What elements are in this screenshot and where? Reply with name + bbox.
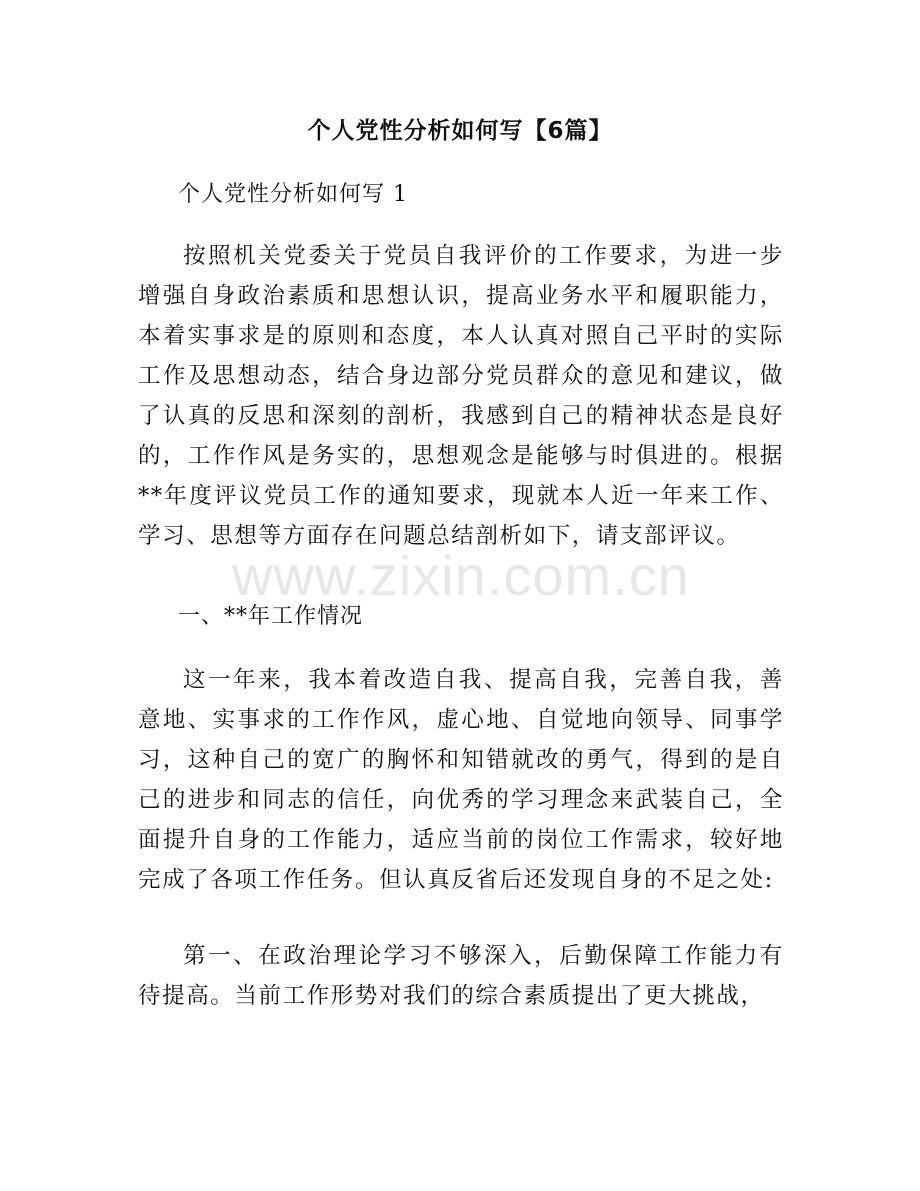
paragraph-1: 按照机关党委关于党员自我评价的工作要求，为进一步增强自身政治素质和思想认识，提高业务水平和履职能力，本着实事求是的原则和态度，本人认真对照自己平时的实际工作及思想动态，结合身边部分党员群众的意见和建议，做了认真的反思和深刻的剖析，我感到自己的精神状态是良好的，工作作风是务实的，思想观念是能够与时俱进的。根据**年度评议党员工作的通知要求，现就本人近一年来工作、学习、思想等方面存在问题总结剖析如下，请支部评议。 xyxy=(138,243,784,549)
document-subtitle: 个人党性分析如何写 1 xyxy=(178,182,408,207)
section-heading-1: 一、**年工作情况 xyxy=(178,604,364,629)
watermark: www.zixin.com.cn xyxy=(232,544,690,607)
paragraph-2: 这一年来，我本着改造自我、提高自我，完善自我，善意地、实事求的工作作风，虚心地、自觉地向领导、同事学习，这种自己的宽广的胸怀和知错就改的勇气，得到的是自己的进步和同志的信任，向优秀的学习理念来武装自己，全面提升自身的工作能力，适应当前的岗位工作需求，较好地完成了各项工作任务。但认真反省后还发现自身的不足之处: xyxy=(138,667,784,893)
paragraph-3: 第一、在政治理论学习不够深入，后勤保障工作能力有待提高。当前工作形势对我们的综合素质提出了更大挑战， xyxy=(138,943,784,1009)
document-title: 个人党性分析如何写【6篇】 xyxy=(307,118,613,144)
